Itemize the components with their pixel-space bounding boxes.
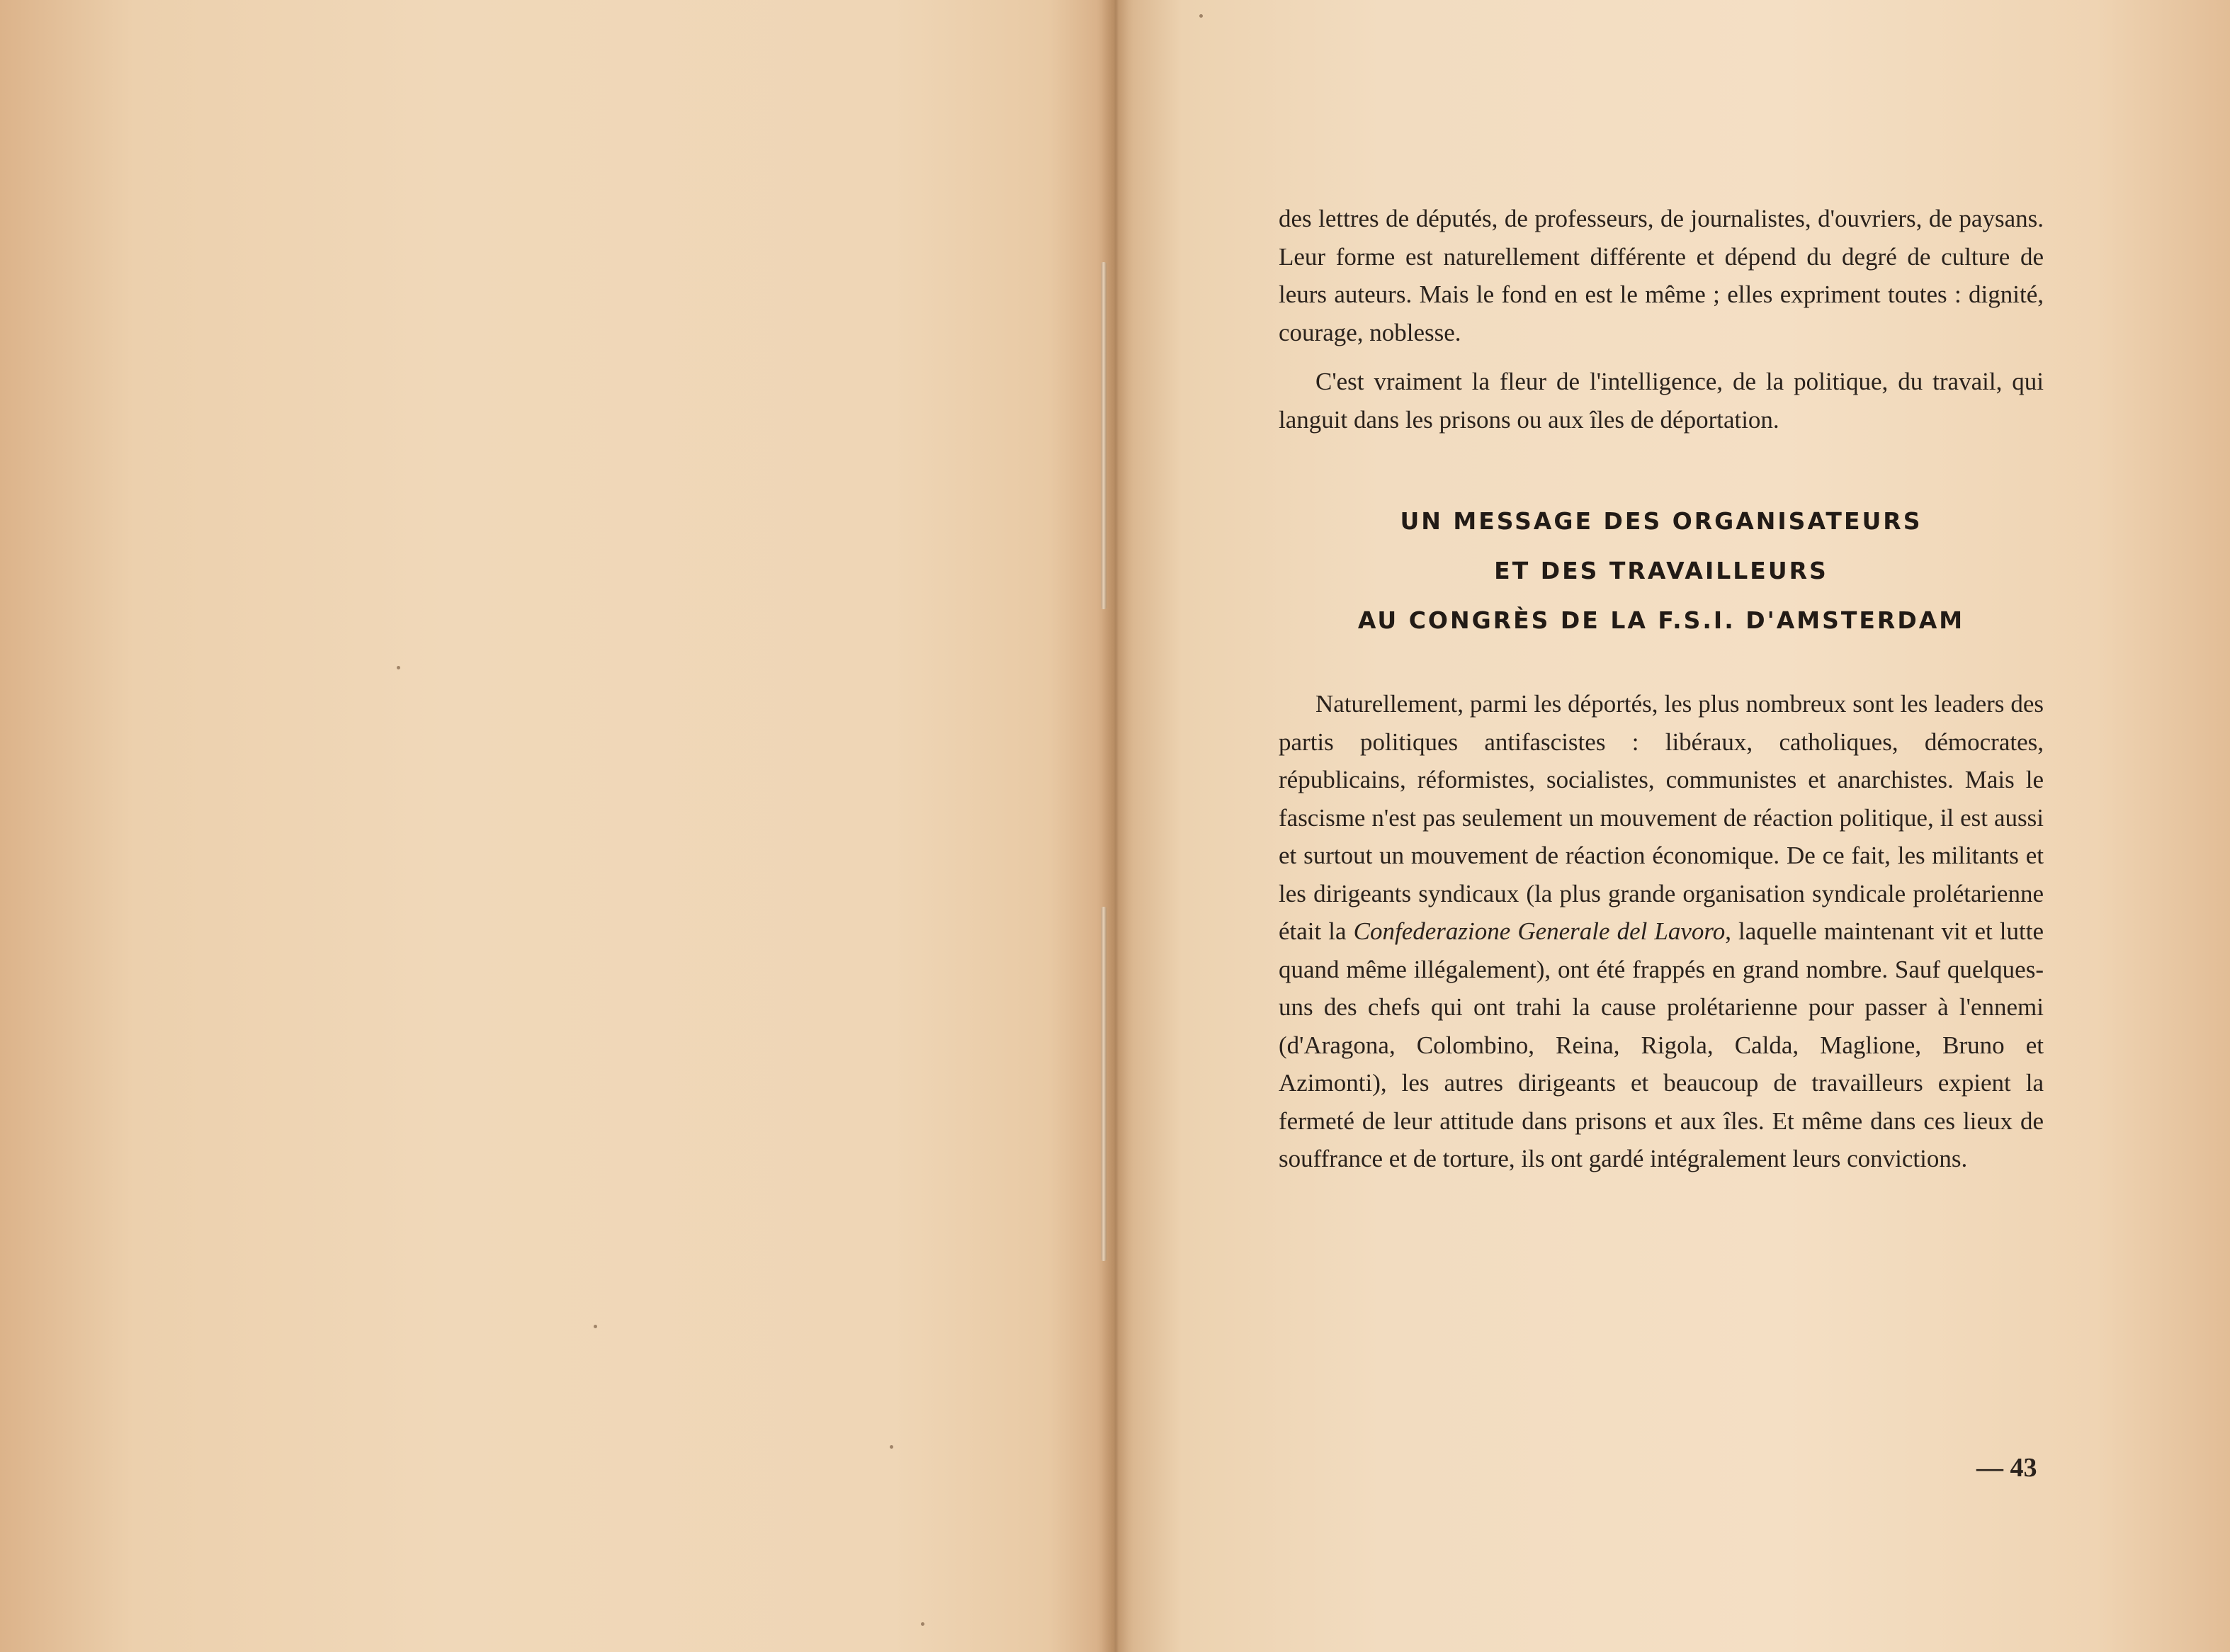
paragraph-3-part-2: , laquelle maintenant vit et lutte quand même illégalement), ont été frappés en grand nombre. Sauf quelques-uns des chefs qui ont trahi la cause prolétarienne pour passer à l'ennemi (d'Aragona, Colombino, Reina, Rigola, Calda, Maglione, Bruno et Azimonti), les autres dirigeants et beaucoup de travailleurs expient la fermeté de leur attitude dans prisons et aux îles. Et même dans ces lieux de souffrance et de torture, ils ont gardé intégralement leurs convictions. [1279, 917, 2044, 1172]
paper-speck [890, 1445, 893, 1449]
page-number: — 43 [1976, 1453, 2037, 1483]
paper-speck [397, 666, 400, 669]
page-text [1279, 200, 2044, 1178]
left-page-blank [0, 0, 1109, 1652]
binding-staple [1101, 262, 1106, 609]
heading-line-1: UN MESSAGE DES ORGANISATEURS [1400, 507, 1923, 535]
heading-line-2: ET DES TRAVAILLEURS [1494, 557, 1828, 584]
paragraph-3-part-1: Naturellement, parmi les déportés, les plus nombreux sont les leaders des partis politiques antifascistes : libéraux, catholiques, démocrates, républicains, réformistes, socialistes, communistes et anarchistes. Mais le fascisme n'est pas seulement un mouvement de réaction politique, il est aussi et surtout un mouvement de réaction économique. De ce fait, les militants et les dirigeants syndicaux (la plus grande organisation syndicale prolétarienne était la [1279, 690, 2044, 945]
italic-organization-name: Confederazione Generale del Lavoro [1353, 917, 1726, 945]
section-heading [1279, 497, 2044, 645]
paragraph-1: des lettres de députés, de professeurs, de journalistes, d'ouvriers, de paysans. Leur forme est naturellement différente et dépend du degré de culture de leurs auteurs. Mais le fond en est le même ; elles expriment toutes : dignité, courage, noblesse. [1279, 205, 2044, 346]
paper-speck [1199, 14, 1203, 18]
binding-staple [1101, 907, 1106, 1261]
heading-line-3: AU CONGRÈS DE LA F.S.I. D'AMSTERDAM [1357, 606, 1965, 634]
paragraph-2: C'est vraiment la fleur de l'intelligence, de la politique, du travail, qui languit dans les prisons ou aux îles de déportation. [1279, 368, 2044, 434]
paragraph-3 [1279, 685, 2044, 1178]
paper-speck [921, 1622, 924, 1626]
paper-speck [594, 1325, 597, 1328]
